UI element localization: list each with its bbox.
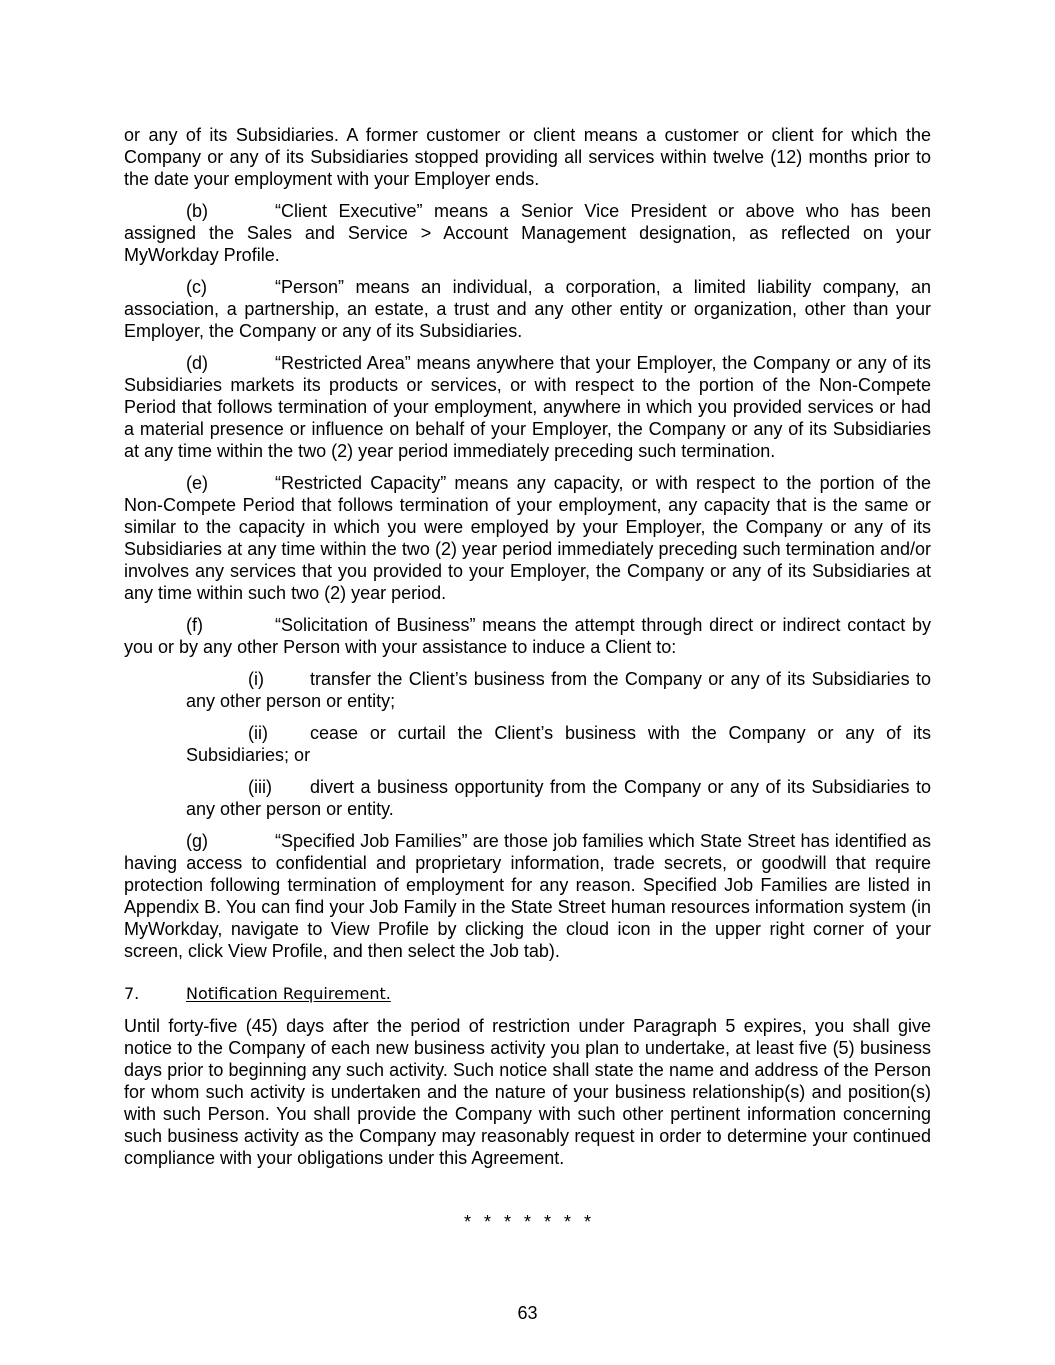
- definition-text: “Restricted Capacity” means any capacity, or with respect to the portion of the Non-Compete Period that follows termination of your employment, any capacity that is the same or similar to the capacity in which you were employed by your Employer, the Company or any of its Subsidiaries at any time within the two (2) year period immediately preceding such termination and/or involves any services that you provided to your Employer, the Company or any of its Subsidiaries at any time within such two (2) year period.: [124, 473, 931, 603]
- definition-text: “Specified Job Families” are those job families which State Street has identified as having access to confidential and proprietary information, trade secrets, or goodwill that require protection following termination of employment for any reason. Specified Job Families are listed in Appendix B. You can find your Job Family in the State Street human resources information system (in MyWorkday, navigate to View Profile by clicking the cloud icon in the upper right corner of your screen, click View Profile, and then select the Job tab).: [124, 831, 931, 961]
- sub-item-text: cease or curtail the Client’s business with the Company or any of its Subsidiaries; or: [186, 723, 931, 765]
- definition-f: [124, 614, 931, 658]
- sub-item-text: transfer the Client’s business from the Company or any of its Subsidiaries to any other person or entity;: [186, 669, 931, 711]
- page-number: 63: [517, 1303, 538, 1323]
- definition-d: [124, 352, 931, 462]
- definition-marker: (f): [186, 615, 203, 635]
- definition-g: [124, 830, 931, 962]
- sub-item-ii: [186, 722, 931, 766]
- section-body: Until forty-five (45) days after the period of restriction under Paragraph 5 expires, you shall give notice to the Company of each new business activity you plan to undertake, at least five (5) business days prior to beginning any such activity. Such notice shall state the name and address of the Person for whom such activity is undertaken and the nature of your business relationship(s) and position(s) with such Person. You shall provide the Company with such other pertinent information concerning such business activity as the Company may reasonably request in order to determine your continued compliance with your obligations under this Agreement.: [124, 1016, 931, 1168]
- definition-text: “Person” means an individual, a corporation, a limited liability company, an association, a partnership, an estate, a trust and any other entity or organization, other than your Employer, the Company or any of its Subsidiaries.: [124, 277, 931, 341]
- sub-item-iii: [186, 776, 931, 820]
- definition-text: “Client Executive” means a Senior Vice President or above who has been assigned the Sales and Service > Account Management designation, as reflected on your MyWorkday Profile.: [124, 201, 931, 265]
- section-title: Notification Requirement.: [186, 984, 391, 1003]
- intro-paragraph: or any of its Subsidiaries. A former customer or client means a customer or client for which the Company or any of its Subsidiaries stopped providing all services within twelve (12) months prior to the date your employment with your Employer ends.: [124, 125, 931, 189]
- sub-item-marker: (iii): [248, 777, 272, 797]
- definition-marker: (d): [186, 353, 208, 373]
- separator-asterisks: * * * * * * *: [463, 1212, 592, 1232]
- definition-text: “Solicitation of Business” means the attempt through direct or indirect contact by you or by any other Person with your assistance to induce a Client to:: [124, 615, 931, 657]
- document-page: [124, 124, 931, 1233]
- definition-marker: (g): [186, 831, 208, 851]
- definition-e: [124, 472, 931, 604]
- sub-item-text: divert a business opportunity from the Company or any of its Subsidiaries to any other person or entity.: [186, 777, 931, 819]
- definition-marker: (c): [186, 277, 207, 297]
- definition-b: [124, 200, 931, 266]
- definition-marker: (b): [186, 201, 208, 221]
- definition-c: [124, 276, 931, 342]
- definition-text: “Restricted Area” means anywhere that your Employer, the Company or any of its Subsidiaries markets its products or services, or with respect to the portion of the Non-Compete Period that follows termination of your employment, anywhere in which you provided services or had a material presence or influence on behalf of your Employer, the Company or any of its Subsidiaries at any time within the two (2) year period immediately preceding such termination.: [124, 353, 931, 461]
- section-number: 7.: [124, 984, 140, 1003]
- sub-item-marker: (i): [248, 669, 264, 689]
- definition-marker: (e): [186, 473, 208, 493]
- sub-item-marker: (ii): [248, 723, 268, 743]
- sub-item-i: [186, 668, 931, 712]
- section-heading: [124, 983, 931, 1005]
